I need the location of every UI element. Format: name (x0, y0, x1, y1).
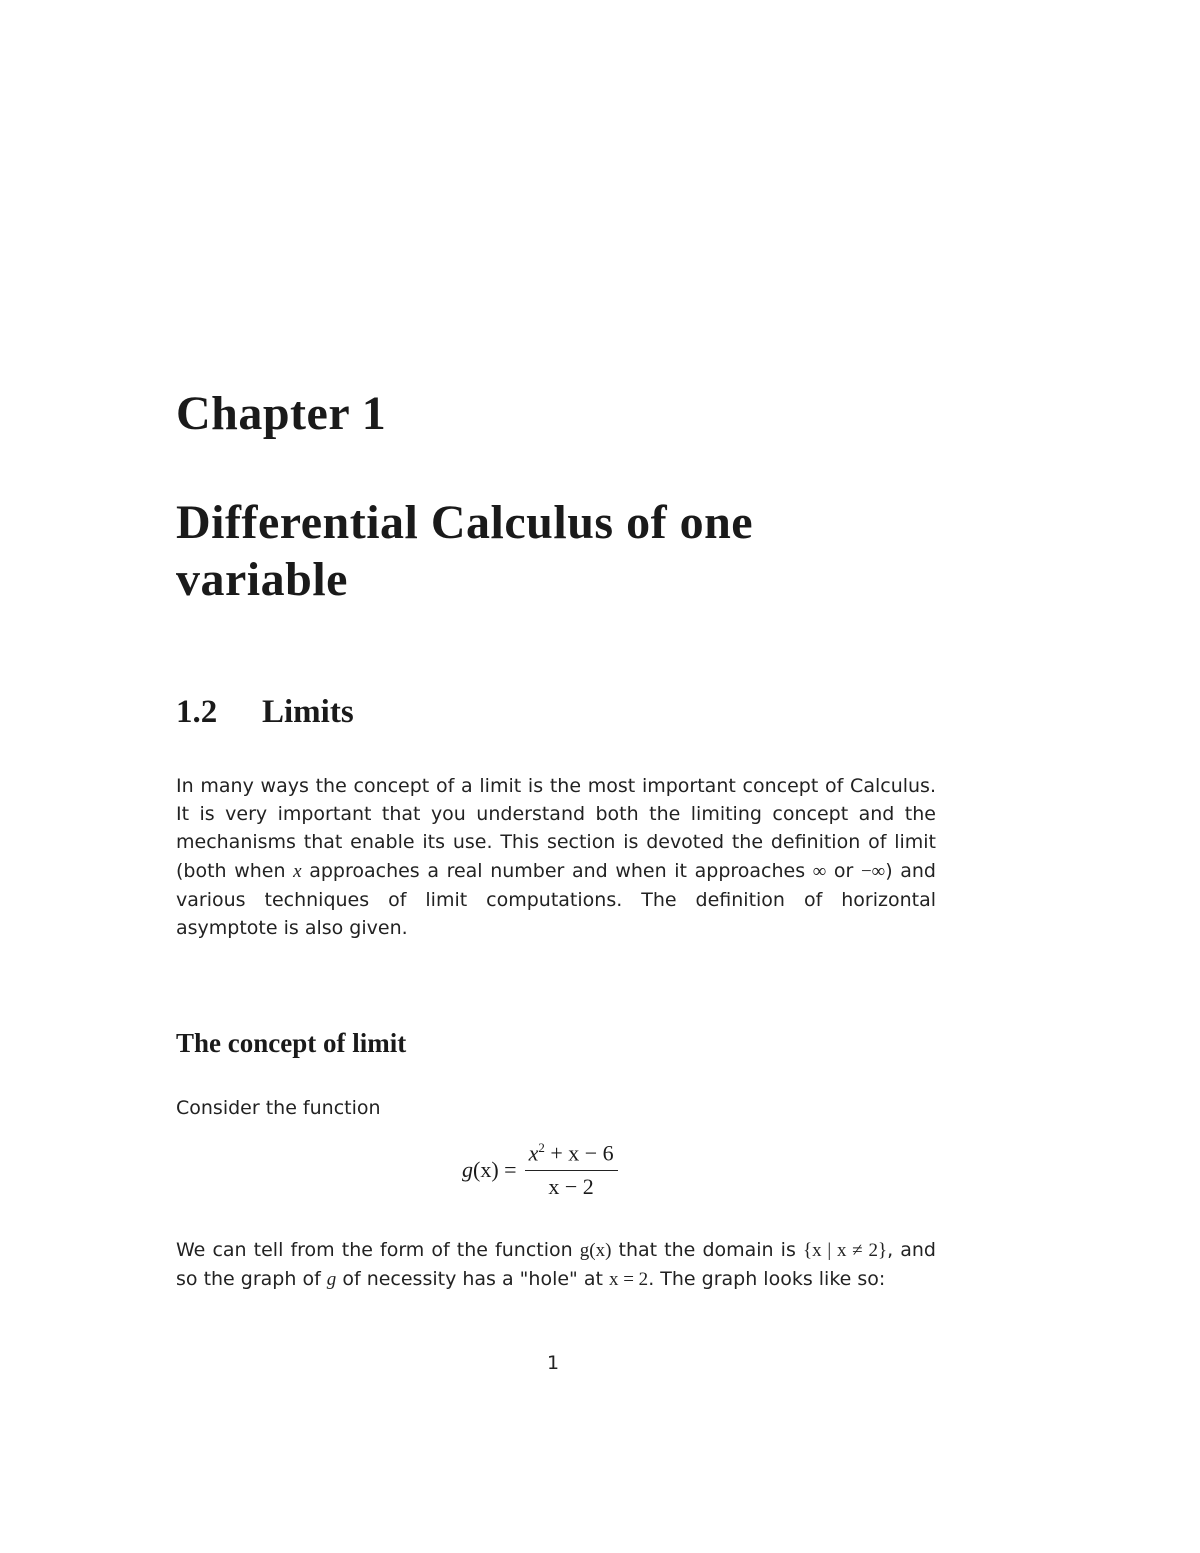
domain-set: {x | x ≠ 2} (802, 1240, 888, 1261)
intro-text-3: or (826, 859, 861, 882)
section-number: 1.2 (176, 694, 218, 730)
domain-text-5: . The graph looks like so: (648, 1268, 886, 1291)
domain-paragraph (176, 1236, 936, 1294)
numerator-exponent: 2 (538, 1140, 545, 1156)
domain-x-equals: x = 2 (608, 1269, 649, 1291)
intro-text-2: approaches a real number and when it approaches (301, 859, 813, 882)
intro-var-x: x (293, 860, 302, 882)
section-heading (176, 694, 354, 731)
equation-denominator: x − 2 (548, 1173, 594, 1199)
intro-paragraph (176, 772, 936, 942)
intro-text-1: In many ways the concept of a limit is the most important concept of Calculus. It is very important that you understand both the limiting concept and the mechanisms that enable its use. This section is devoted the definition of limit (both when (176, 775, 936, 882)
domain-g: g (326, 1269, 337, 1291)
equation-lhs-arg: (x) = (473, 1157, 517, 1182)
equation-fraction (525, 1140, 618, 1199)
domain-text-4: of necessity has a "hole" at (336, 1268, 609, 1291)
numerator-x: x (528, 1140, 539, 1166)
chapter-label: Chapter 1 (176, 387, 387, 440)
subsection-heading: The concept of limit (176, 1028, 407, 1058)
equation-lhs-function: g (462, 1157, 473, 1182)
page-number: 1 (546, 1352, 560, 1374)
numerator-rest: + x − 6 (544, 1140, 614, 1166)
consider-text: Consider the function (176, 1097, 381, 1119)
domain-g-of-x: g(x) (579, 1240, 612, 1261)
intro-neg-infinity: −∞ (860, 860, 886, 882)
intro-text-4: ) and various techniques of limit computations. The definition of horizontal asymptote is also given. (176, 859, 936, 940)
section-title: Limits (262, 694, 354, 730)
domain-text-2: that the domain is (611, 1239, 803, 1261)
domain-text-1: We can tell from the form of the function (176, 1239, 580, 1261)
chapter-title: Differential Calculus of one variable (176, 496, 754, 606)
domain-text-3: , and so the graph of (176, 1239, 936, 1291)
function-equation (462, 1140, 618, 1200)
intro-infinity: ∞ (812, 860, 827, 882)
equation-numerator (525, 1140, 618, 1170)
